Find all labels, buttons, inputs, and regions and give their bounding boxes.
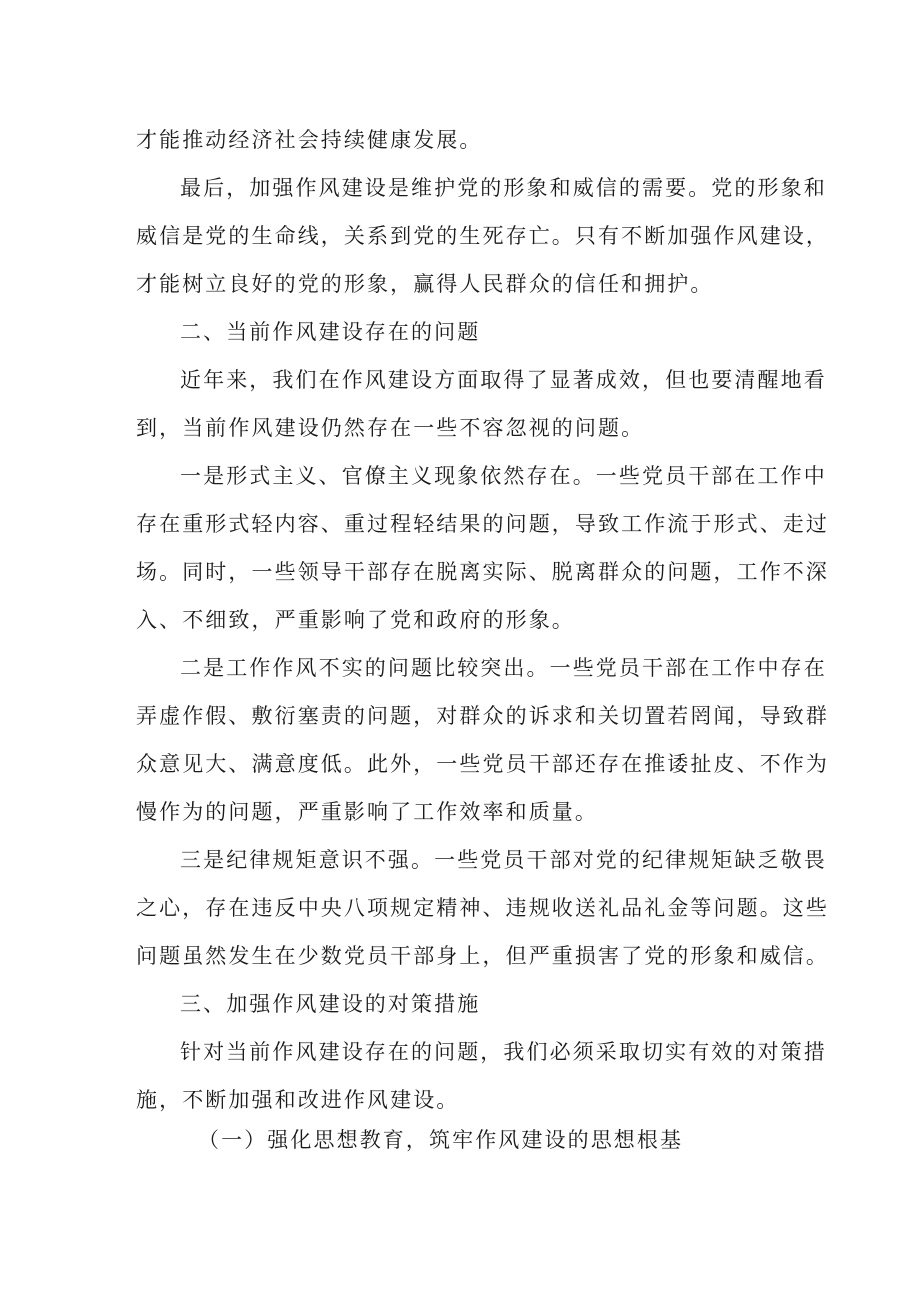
section-heading: 二、当前作风建设存在的问题 xyxy=(180,320,481,344)
body-text-line: 之心，存在违反中央八项规定精神、违规收送礼品礼金等问题。这些 xyxy=(136,896,829,920)
body-text-line: 存在重形式轻内容、重过程轻结果的问题，导致工作流于形式、走过 xyxy=(136,512,829,536)
paragraph-first-line: 最后，加强作风建设是维护党的形象和威信的需要。党的形象和 xyxy=(180,176,827,200)
paragraph-first-line: 针对当前作风建设存在的问题，我们必须采取切实有效的对策措 xyxy=(180,1040,827,1064)
body-text-line: 入、不细致，严重影响了党和政府的形象。 xyxy=(136,608,575,632)
body-text-line: 才能推动经济社会持续健康发展。 xyxy=(136,128,483,152)
body-text-line: 慢作为的问题，严重影响了工作效率和质量。 xyxy=(136,800,598,824)
body-text-line: 威信是党的生命线，关系到党的生死存亡。只有不断加强作风建设， xyxy=(136,224,829,248)
paragraph-first-line: 二是工作作风不实的问题比较突出。一些党员干部在工作中存在 xyxy=(180,656,827,680)
body-text-line: 才能树立良好的党的形象，赢得人民群众的信任和拥护。 xyxy=(136,272,714,296)
paragraph-first-line: 三是纪律规矩意识不强。一些党员干部对党的纪律规矩缺乏敬畏 xyxy=(180,848,827,872)
body-text-line: 场。同时，一些领导干部存在脱离实际、脱离群众的问题，工作不深 xyxy=(136,560,829,584)
paragraph-first-line: 一是形式主义、官僚主义现象依然存在。一些党员干部在工作中 xyxy=(180,464,827,488)
body-text-line: 到，当前作风建设仍然存在一些不容忽视的问题。 xyxy=(136,416,645,440)
section-heading: 三、加强作风建设的对策措施 xyxy=(180,992,481,1016)
body-text-line: 问题虽然发生在少数党员干部身上，但严重损害了党的形象和威信。 xyxy=(136,944,829,968)
body-text-line: 施，不断加强和改进作风建设。 xyxy=(136,1088,460,1112)
body-text-line: 众意见大、满意度低。此外，一些党员干部还存在推诿扯皮、不作为 xyxy=(136,752,829,776)
paragraph-first-line: 近年来，我们在作风建设方面取得了显著成效，但也要清醒地看 xyxy=(180,368,827,392)
body-text-line: 弄虚作假、敷衍塞责的问题，对群众的诉求和关切置若罔闻，导致群 xyxy=(136,704,829,728)
subsection-heading: （一）强化思想教育，筑牢作风建设的思想根基 xyxy=(198,1128,684,1152)
